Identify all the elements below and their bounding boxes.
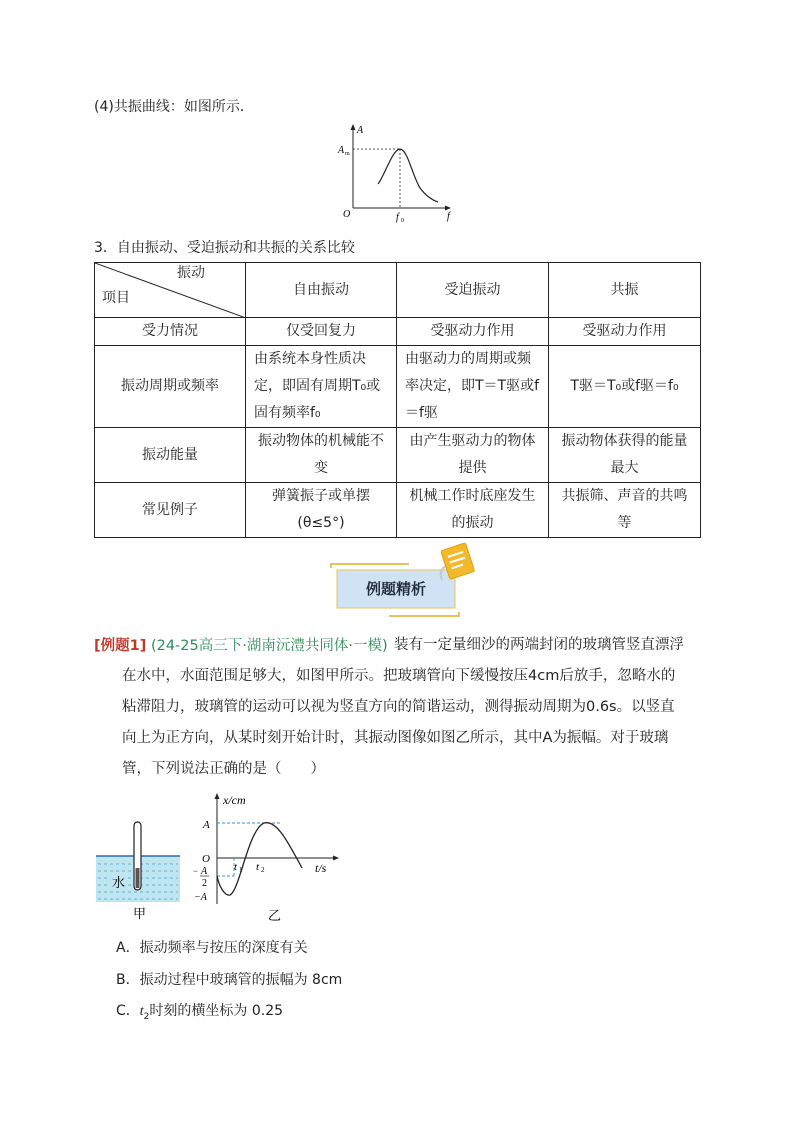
tick-half-A-num: A [201,866,208,877]
example-tag: [例题1] [94,638,147,654]
svg-text:−: − [193,866,199,876]
option-a[interactable]: A．振动频率与按压的深度有关 [116,940,308,956]
cell-free: 弹簧振子或单摆(θ≤5°) [246,483,397,538]
row-label: 常见例子 [95,483,246,538]
peak-sub: m [345,151,350,157]
tick-neg-A: −A [194,892,207,903]
caption-yi: 乙 [268,908,282,923]
banner-label: 例题精析 [365,580,426,598]
t2-label: t [256,861,260,873]
cell-forced: 由驱动力的周期或频率决定，即T＝T驱或f＝f驱 [397,346,549,428]
cell-free: 由系统本身性质决定，即固有周期T₀或固有频率f₀ [246,346,397,428]
t2-sub: 2 [261,866,265,874]
column-header-forced: 受迫振动 [397,263,549,318]
water-label: 水 [112,875,126,890]
cell-resonance: 共振筛、声音的共鸣等 [549,483,701,538]
option-b[interactable]: B．振动过程中玻璃管的振幅为 8cm [116,972,343,988]
option-c[interactable]: C．$t_2$时刻的横坐标为 0.25 [116,1003,284,1022]
section-3-title: 3．自由振动、受迫振动和共振的关系比较 [94,240,355,256]
comparison-table [94,262,701,538]
f0-label: f [396,212,399,223]
y-axis-label: x/cm [223,793,246,807]
origin-label: O [343,209,351,220]
header-bottom-label: 项目 [102,290,130,306]
t1-label: t [234,861,238,873]
table-row [95,428,701,483]
table-header-corner [95,263,246,318]
cell-resonance: T驱＝T₀或f驱＝f₀ [549,346,701,428]
cell-forced: 受驱动力作用 [397,318,549,346]
section-4-text: (4)共振曲线：如图所示． [94,99,254,115]
example-source: (24-25高三下·湖南沅澧共同体·一模) [150,638,388,654]
row-label: 受力情况 [95,318,246,346]
table-row [95,318,701,346]
cell-free: 振动物体的机械能不变 [246,428,397,483]
table-row [95,346,701,428]
peak-label: A [338,145,345,156]
tick-A: A [203,819,210,831]
cell-forced: 机械工作时底座发生的振动 [397,483,549,538]
header-top-label: 振动 [177,265,205,281]
cell-free: 仅受回复力 [246,318,397,346]
notebook-icon [436,540,480,588]
resonance-curve-graph [330,120,470,224]
x-axis-label: f [447,211,450,222]
cell-resonance: 受驱动力作用 [549,318,701,346]
row-label: 振动周期或频率 [95,346,246,428]
t1-sub: 1 [239,866,243,874]
caption-jia: 甲 [133,906,147,921]
x-axis-label: t/s [315,861,327,875]
f0-sub: 0 [401,218,404,224]
column-header-free: 自由振动 [246,263,397,318]
table-row [95,483,701,538]
cell-forced: 由产生驱动力的物体提供 [397,428,549,483]
tick-O: O [202,853,210,865]
row-label: 振动能量 [95,428,246,483]
figure-yi-graph [190,790,350,926]
column-header-resonance: 共振 [549,263,701,318]
svg-text:x/cm [222,793,246,807]
y-axis-label: A [357,125,364,136]
cell-resonance: 振动物体获得的能量最大 [549,428,701,483]
example-text: 装有一定量细沙的两端封闭的玻璃管竖直漂浮在水中，水面范围足够大，如图甲所示。把玻璃管向下缓慢按压4cm后放手，忽略水的粘滞阻力，玻璃管的运动可以视为竖直方向的简谐运动，测得振动周期为0.6s。以竖直向上为正方向，从某时刻开始计时，其振动图像如图乙所示，其中A为振幅。对于玻璃管，下列说法正确的是（ ） [122,637,684,777]
tick-half-A-den: 2 [202,878,207,889]
figure-jia [94,818,184,930]
